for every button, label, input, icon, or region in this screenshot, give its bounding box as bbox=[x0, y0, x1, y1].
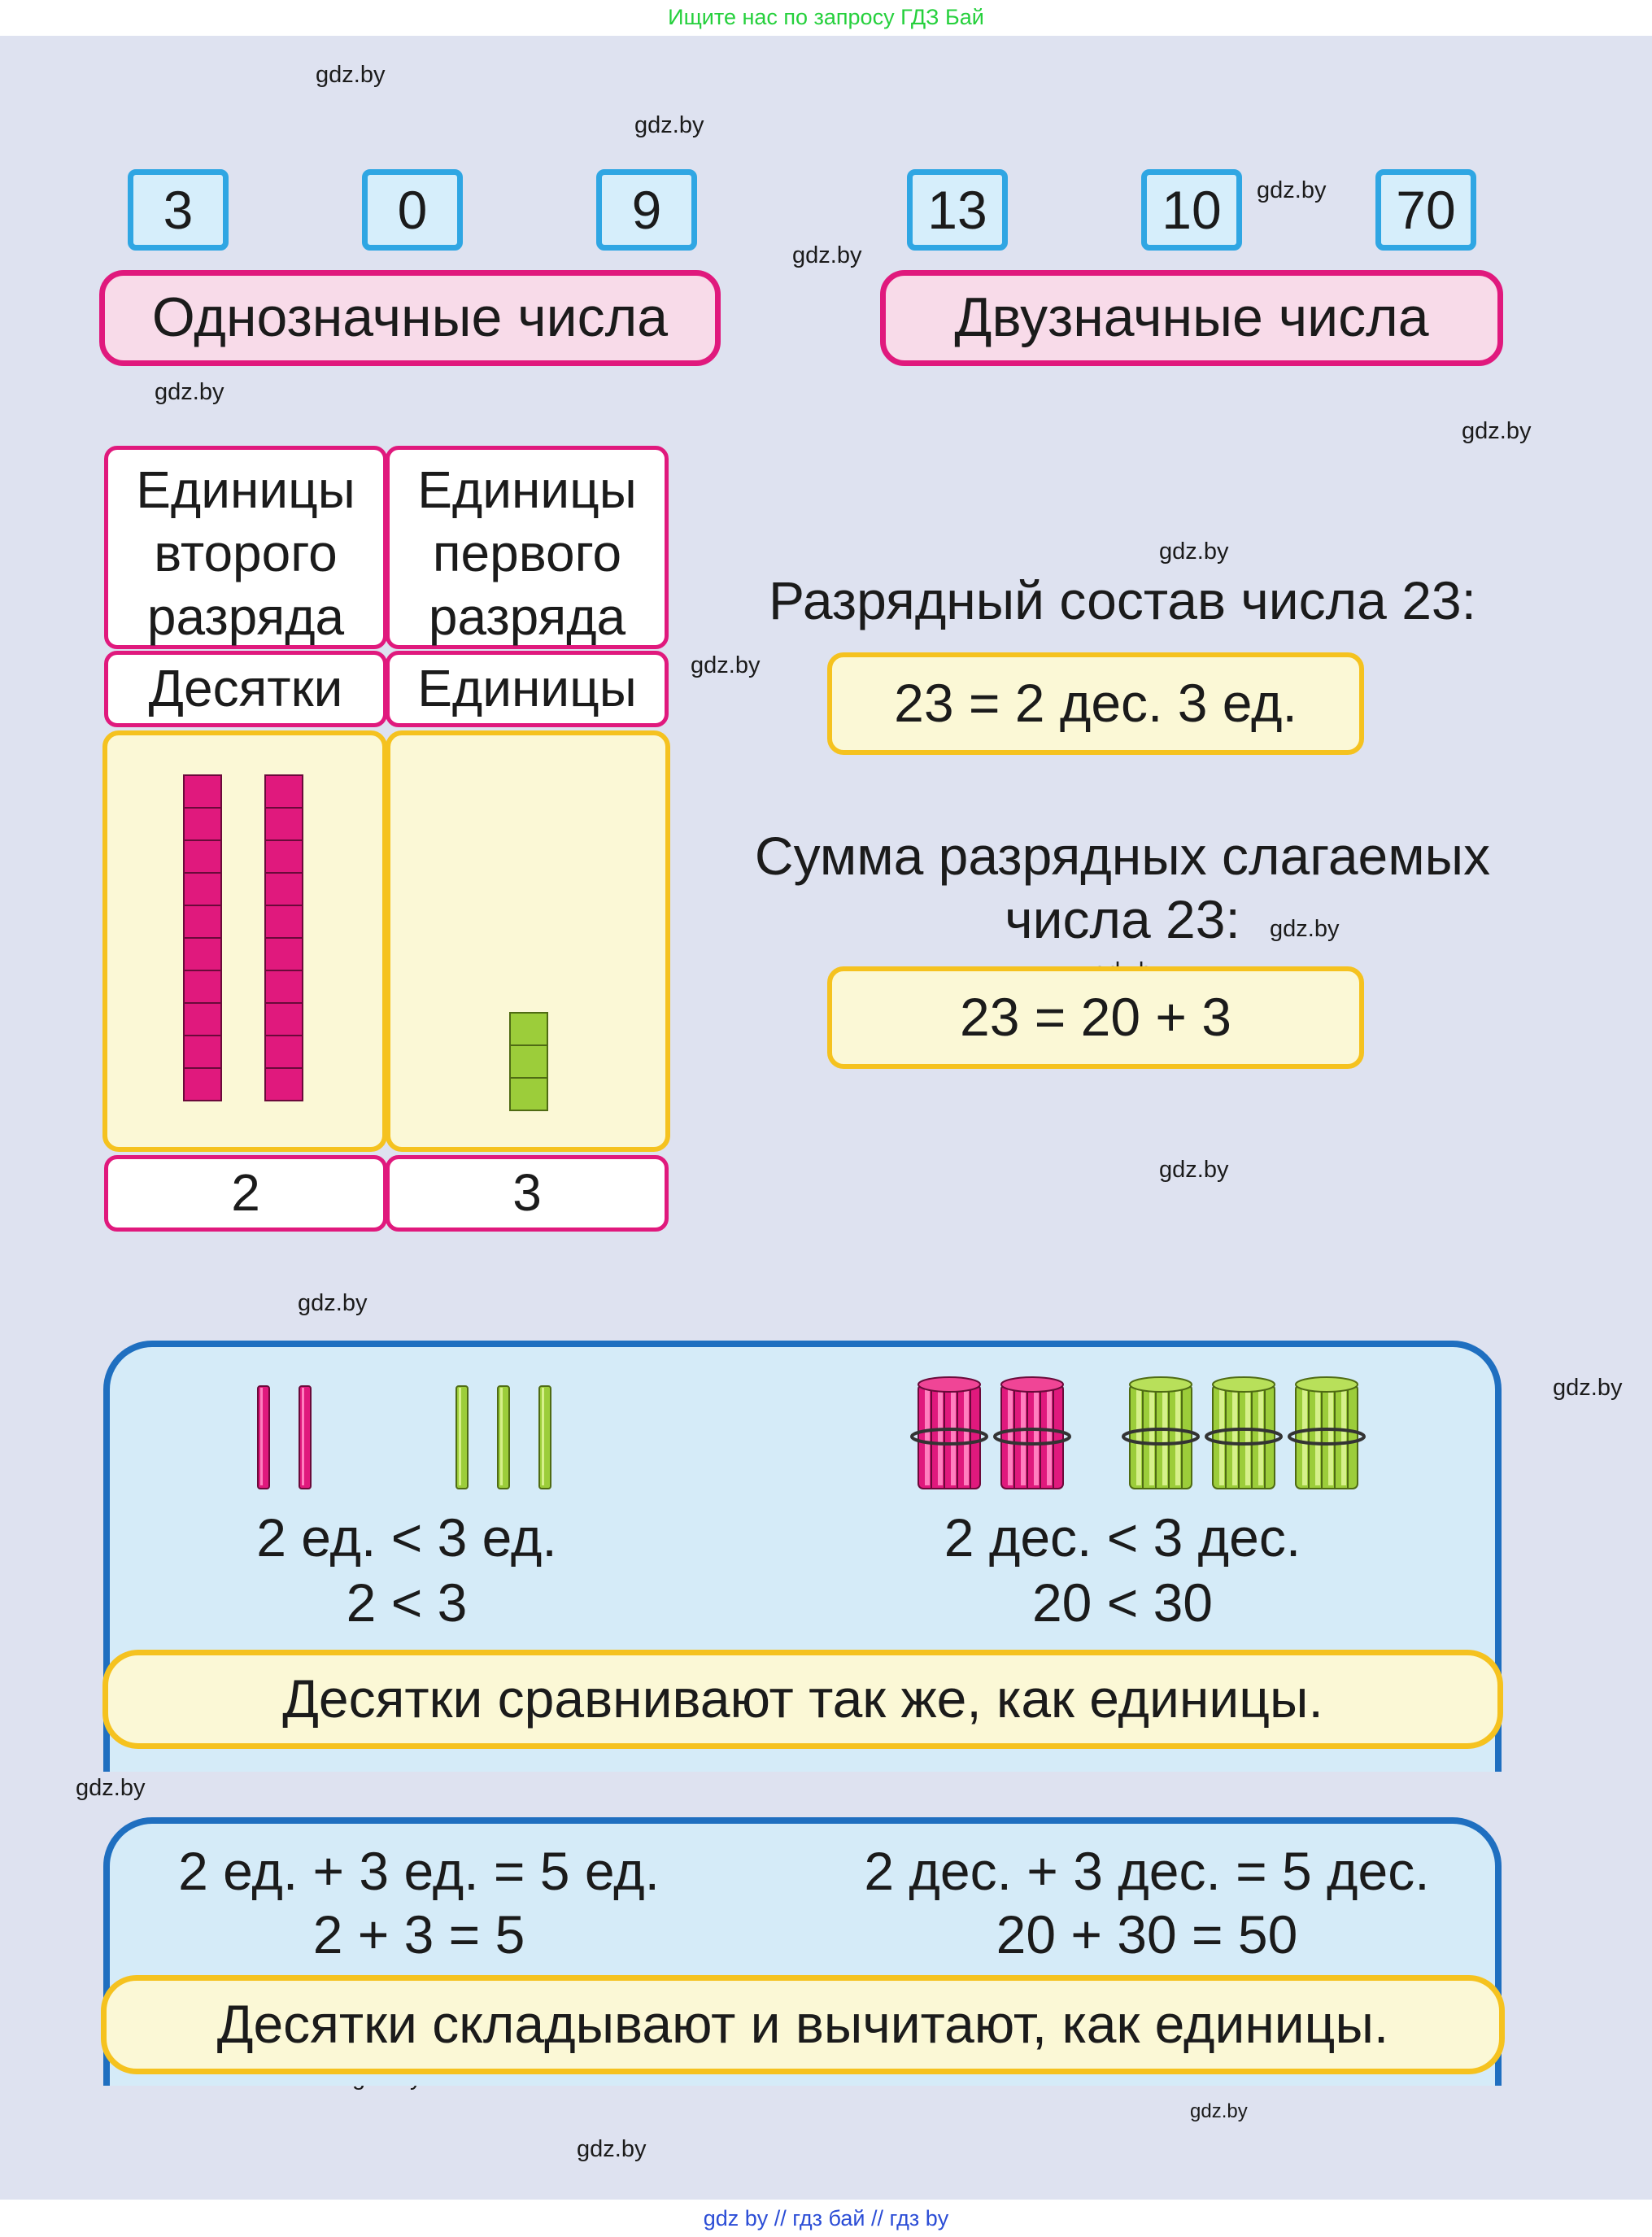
watermark: gdz.by bbox=[1159, 1157, 1229, 1183]
addition-rule: Десятки складывают и вычитают, как единицы. bbox=[101, 1975, 1505, 2074]
cube bbox=[264, 774, 303, 809]
watermark: gdz.by bbox=[1270, 916, 1340, 942]
compare-tens-line: 2 дес. < 3 дес. bbox=[944, 1507, 1301, 1568]
cube bbox=[264, 872, 303, 906]
ten-block-tower bbox=[264, 774, 303, 1101]
tens-place-header: Единицы второго разряда bbox=[104, 446, 387, 649]
cube bbox=[183, 1067, 222, 1101]
green-bundle bbox=[1289, 1377, 1364, 1489]
tens-blocks-cell bbox=[102, 730, 387, 1152]
cube bbox=[264, 1067, 303, 1101]
green-stick bbox=[539, 1386, 551, 1489]
watermark: gdz.by bbox=[316, 62, 386, 88]
watermark: gdz.by bbox=[577, 2136, 647, 2162]
composition-formula: 23 = 2 дес. 3 ед. bbox=[827, 652, 1364, 755]
cube bbox=[264, 937, 303, 971]
units-place-header: Единицы первого разряда bbox=[386, 446, 669, 649]
pink-bundle bbox=[912, 1377, 987, 1489]
two-digit-label: Двузначные числа bbox=[880, 270, 1503, 366]
add-units-numbers: 2 + 3 = 5 bbox=[312, 1904, 525, 1964]
sum-formula: 23 = 20 + 3 bbox=[827, 966, 1364, 1069]
watermark: gdz.by bbox=[691, 652, 761, 678]
number-box: 0 bbox=[362, 169, 463, 251]
pink-stick bbox=[299, 1386, 311, 1489]
number-box: 9 bbox=[596, 169, 697, 251]
watermark: gdz.by bbox=[155, 379, 224, 405]
footer-banner: gdz by // гдз бай // гдз by bbox=[0, 2200, 1652, 2237]
tens-name: Десятки bbox=[104, 651, 387, 727]
unit-blocks bbox=[509, 1012, 548, 1111]
number-box: 3 bbox=[128, 169, 229, 251]
watermark: gdz.by bbox=[792, 242, 862, 268]
number-box: 13 bbox=[907, 169, 1008, 251]
watermark: gdz.by bbox=[1553, 1375, 1623, 1401]
cube bbox=[183, 872, 222, 906]
unit-sticks bbox=[244, 1383, 586, 1497]
cube bbox=[183, 970, 222, 1004]
sum-title-line2: числа 23: bbox=[1005, 889, 1240, 949]
cube bbox=[264, 1035, 303, 1069]
ten-block-tower bbox=[183, 774, 222, 1101]
green-stick bbox=[498, 1386, 509, 1489]
compare-units-line: 2 ед. < 3 ед. bbox=[256, 1507, 557, 1568]
watermark: gdz.by bbox=[1462, 418, 1532, 444]
units-value: 3 bbox=[386, 1155, 669, 1232]
green-bundle bbox=[1206, 1377, 1281, 1489]
cube bbox=[264, 839, 303, 874]
cube bbox=[264, 970, 303, 1004]
compare-tens-numbers: 20 < 30 bbox=[1031, 1572, 1214, 1633]
watermark: gdz.by bbox=[76, 1775, 146, 1801]
tens-value: 2 bbox=[104, 1155, 387, 1232]
compare-units-numbers: 2 < 3 bbox=[346, 1572, 468, 1633]
sum-title-line1: Сумма разрядных слагаемых bbox=[754, 826, 1491, 886]
add-tens-numbers: 20 + 30 = 50 bbox=[996, 1904, 1298, 1964]
cube bbox=[183, 1002, 222, 1036]
cube bbox=[264, 1002, 303, 1036]
cube bbox=[183, 774, 222, 809]
pink-stick bbox=[258, 1386, 269, 1489]
number-box: 70 bbox=[1375, 169, 1476, 251]
watermark: gdz.by bbox=[298, 1290, 368, 1316]
cube bbox=[509, 1077, 548, 1111]
ten-bundles bbox=[907, 1373, 1379, 1503]
cube bbox=[183, 839, 222, 874]
cube bbox=[509, 1044, 548, 1079]
watermark: gdz.by bbox=[1159, 539, 1229, 565]
composition-title: Разрядный состав числа 23: bbox=[769, 570, 1476, 630]
cube bbox=[183, 807, 222, 841]
watermark: gdz.by bbox=[1190, 2100, 1248, 2122]
cube bbox=[509, 1012, 548, 1046]
number-box: 10 bbox=[1141, 169, 1242, 251]
cube bbox=[264, 905, 303, 939]
pink-bundle bbox=[995, 1377, 1070, 1489]
cube bbox=[183, 905, 222, 939]
cube bbox=[183, 937, 222, 971]
watermark: gdz.by bbox=[634, 112, 704, 138]
add-units-line: 2 ед. + 3 ед. = 5 ед. bbox=[178, 1841, 660, 1901]
watermark: gdz.by bbox=[1257, 177, 1327, 203]
green-stick bbox=[456, 1386, 468, 1489]
add-tens-line: 2 дес. + 3 дес. = 5 дес. bbox=[864, 1841, 1430, 1901]
top-banner: Ищите нас по запросу ГДЗ Бай bbox=[0, 0, 1652, 36]
units-name: Единицы bbox=[386, 651, 669, 727]
cube bbox=[183, 1035, 222, 1069]
cube bbox=[264, 807, 303, 841]
single-digit-label: Однозначные числа bbox=[99, 270, 721, 366]
compare-rule: Десятки сравнивают так же, как единицы. bbox=[102, 1650, 1503, 1749]
green-bundle bbox=[1123, 1377, 1198, 1489]
